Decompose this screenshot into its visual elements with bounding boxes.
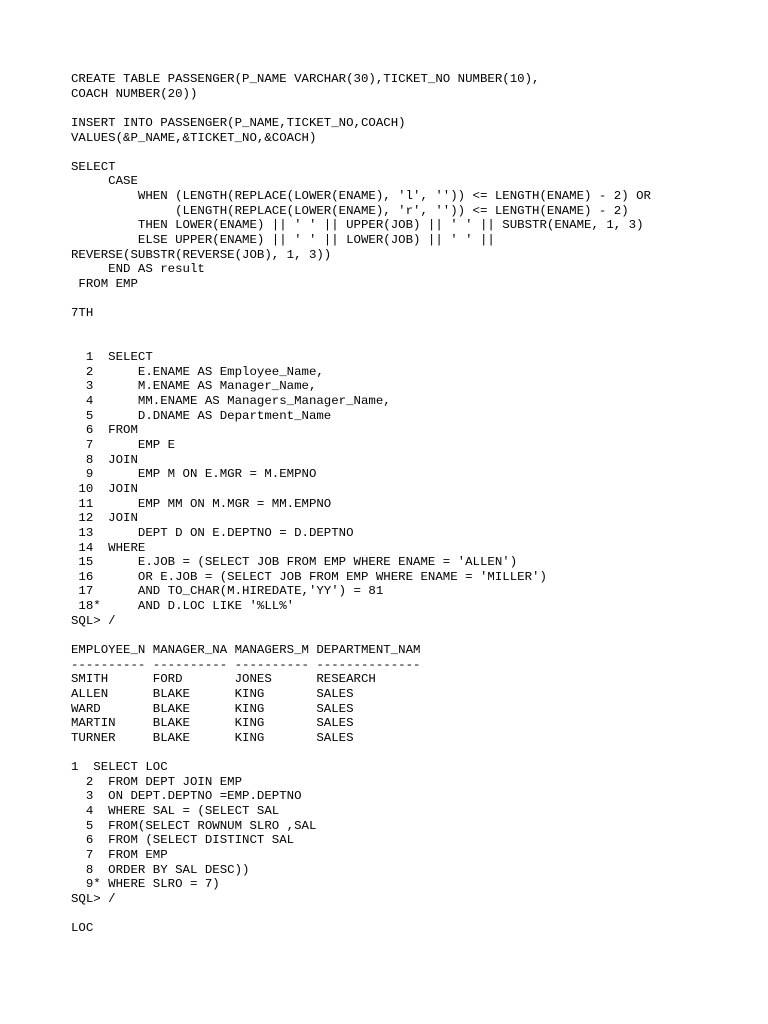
code-line: EMPLOYEE_N MANAGER_NA MANAGERS_M DEPARTMENT_NAM [71, 642, 421, 657]
blank-line [71, 321, 751, 336]
code-line: 17 AND TO_CHAR(M.HIREDATE,'YY') = 81 [71, 584, 384, 599]
code-line: 9 EMP M ON E.MGR = M.EMPNO [71, 467, 317, 482]
code-line: COACH NUMBER(20)) [71, 86, 198, 101]
code-line: REVERSE(SUBSTR(REVERSE(JOB), 1, 3)) [71, 247, 332, 262]
code-line: CASE [71, 174, 138, 189]
code-line: ALLEN BLAKE KING SALES [71, 686, 354, 701]
code-line: 10 JOIN [71, 481, 138, 496]
code-line: (LENGTH(REPLACE(LOWER(ENAME), 'r', '')) <= LENGTH(ENAME) - 2) [71, 203, 629, 218]
blank-line [71, 745, 751, 760]
code-line: 18* AND D.LOC LIKE '%LL%' [71, 599, 295, 614]
code-line: 3 M.ENAME AS Manager_Name, [71, 379, 317, 394]
code-line: WHEN (LENGTH(REPLACE(LOWER(ENAME), 'l', '')) <= LENGTH(ENAME) - 2) OR [71, 189, 651, 204]
code-line: 4 MM.ENAME AS Managers_Manager_Name, [71, 394, 391, 409]
code-line: 6 FROM [71, 423, 138, 438]
code-line: END AS result [71, 262, 205, 277]
code-line: SELECT [71, 159, 116, 174]
code-line: 16 OR E.JOB = (SELECT JOB FROM EMP WHERE ENAME = 'MILLER') [71, 569, 547, 584]
code-line: 12 JOIN [71, 511, 138, 526]
code-line: 7 EMP E [71, 438, 176, 453]
code-line: 1 SELECT [71, 350, 153, 365]
code-line: ---------- ---------- ---------- -------------- [71, 657, 421, 672]
code-line: ELSE UPPER(ENAME) || ' ' || LOWER(JOB) || ' ' || [71, 233, 495, 248]
blank-line [71, 101, 751, 116]
code-line: 14 WHERE [71, 540, 146, 555]
blank-line [71, 628, 751, 643]
code-line: 13 DEPT D ON E.DEPTNO = D.DEPTNO [71, 525, 354, 540]
code-line: 15 E.JOB = (SELECT JOB FROM EMP WHERE ENAME = 'ALLEN') [71, 555, 518, 570]
code-line: 8 JOIN [71, 452, 138, 467]
code-line: SMITH FORD JONES RESEARCH [71, 672, 376, 687]
blank-line [71, 336, 751, 351]
code-line: 8 ORDER BY SAL DESC)) [71, 862, 250, 877]
code-line: 4 WHERE SAL = (SELECT SAL [71, 804, 280, 819]
blank-line [71, 145, 751, 160]
code-line: FROM EMP [71, 276, 138, 291]
code-line: SQL> / [71, 891, 116, 906]
code-line: MARTIN BLAKE KING SALES [71, 716, 354, 731]
code-line: LOC [71, 921, 94, 936]
code-line: 7 FROM EMP [71, 847, 168, 862]
code-line: 5 D.DNAME AS Department_Name [71, 408, 332, 423]
code-line: TURNER BLAKE KING SALES [71, 730, 354, 745]
code-line: 2 FROM DEPT JOIN EMP [71, 774, 243, 789]
code-line: SQL> / [71, 613, 116, 628]
code-line: 9* WHERE SLRO = 7) [71, 877, 220, 892]
code-line: CREATE TABLE PASSENGER(P_NAME VARCHAR(30),TICKET_NO NUMBER(10), [71, 72, 540, 86]
code-line: INSERT INTO PASSENGER(P_NAME,TICKET_NO,COACH) [71, 115, 406, 130]
code-line: 11 EMP MM ON M.MGR = MM.EMPNO [71, 496, 332, 511]
code-line: 6 FROM (SELECT DISTINCT SAL [71, 833, 295, 848]
code-line: THEN LOWER(ENAME) || ' ' || UPPER(JOB) || ' ' || SUBSTR(ENAME, 1, 3) [71, 218, 644, 233]
code-line: WARD BLAKE KING SALES [71, 701, 354, 716]
code-line: 7TH [71, 306, 94, 321]
code-line: VALUES(&P_NAME,&TICKET_NO,&COACH) [71, 130, 317, 145]
code-line: 2 E.ENAME AS Employee_Name, [71, 364, 324, 379]
blank-line [71, 292, 751, 307]
code-line: 1 SELECT LOC [71, 760, 168, 775]
code-line: 5 FROM(SELECT ROWNUM SLRO ,SAL [71, 818, 317, 833]
document-page [71, 72, 751, 936]
code-line: 3 ON DEPT.DEPTNO =EMP.DEPTNO [71, 789, 302, 804]
blank-line [71, 907, 751, 922]
